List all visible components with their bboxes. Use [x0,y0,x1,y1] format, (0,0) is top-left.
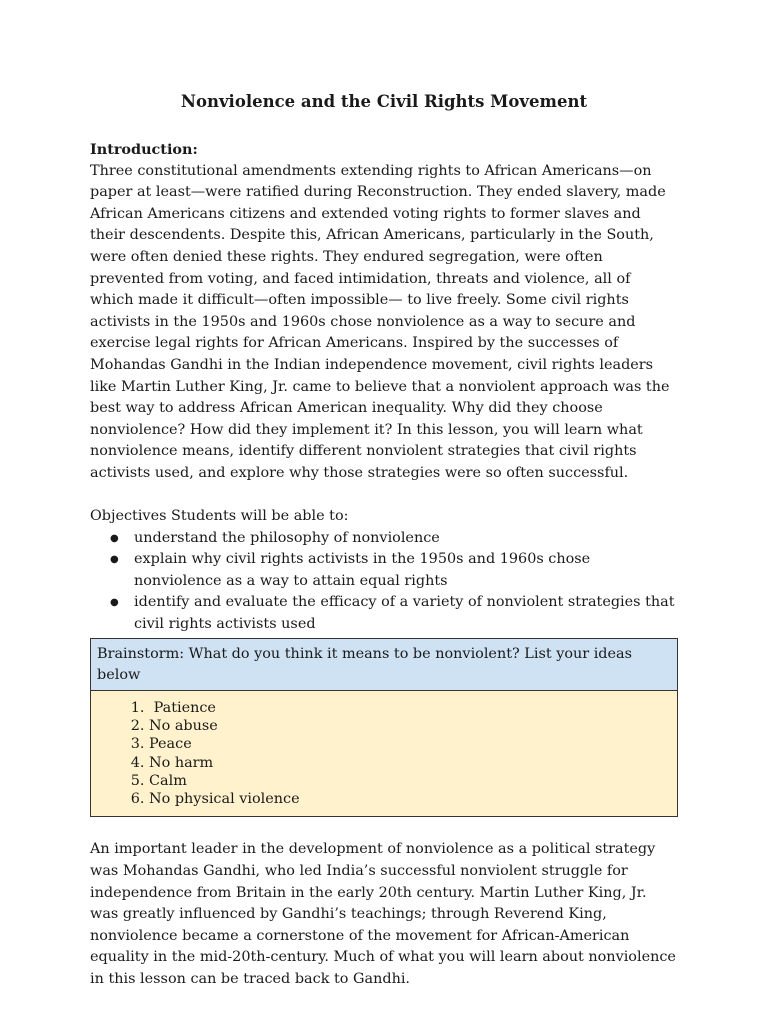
brainstorm-answers [91,691,677,817]
idea-item: 1. Patience [149,699,671,717]
document-content [90,139,678,991]
introduction-text: Three constitutional amendments extending rights to African Americans—on paper at least—were ratified during Reconstruction. They ended slavery, made African Americans citizens and extended voting rights to former slaves and their descendents. Despite this, African Americans, particularly in the South, were often denied these rights. They endured segregation, were often prevented from voting, and faced intimidation, threats and violence, all of which made it difficult—often impossible— to live freely. Some civil rights activists in the 1950s and 1960s chose nonviolence as a way to secure and exercise legal rights for African Americans. Inspired by the successes of Mohandas Gandhi in the Indian independence movement, civil rights leaders like Martin Luther King, Jr. came to believe that a nonviolent approach was the best way to address African American inequality. Why did they choose nonviolence? How did they implement it? In this lesson, you will learn what nonviolence means, identify different nonviolent strategies that civil rights activists used, and explore why those strategies were so often successful. [90,162,670,481]
objectives-list [90,528,678,636]
idea-item: 6. No physical violence [149,790,671,808]
objective-item: ● explain why civil rights activists in the 1950s and 1960s chose nonviolence as a way to attain equal rights [134,549,678,592]
objective-item: ● identify and evaluate the efficacy of a variety of nonviolent strategies that civil rights activists used [134,592,678,635]
document-title: Nonviolence and the Civil Rights Movement [180,92,588,111]
ideas-list [97,699,671,809]
brainstorm-header: Brainstorm: What do you think it means to be nonviolent? List your ideas below [91,639,677,691]
idea-item: 5. Calm [149,772,671,790]
objective-item: ● understand the philosophy of nonviolence [134,528,678,550]
idea-item: 4. No harm [149,754,671,772]
objectives-heading: Objectives Students will be able to: [90,508,349,525]
introduction-heading: Introduction: [90,141,198,158]
idea-item: 3. Peace [149,735,671,753]
idea-item: 2. No abuse [149,717,671,735]
brainstorm-table [90,638,678,818]
closing-paragraph: An important leader in the development of nonviolence as a political strategy was Mohandas Gandhi, who led India’s successful nonviolent struggle for independence from Britain in the early 20th century. Martin Luther King, Jr. was greatly influenced by Gandhi’s teachings; through Reverend King, nonviolence became a cornerstone of the movement for African-American equality in the mid-20th-century. Much of what you will learn about nonviolence in this lesson can be traced back to Gandhi. [90,841,676,987]
